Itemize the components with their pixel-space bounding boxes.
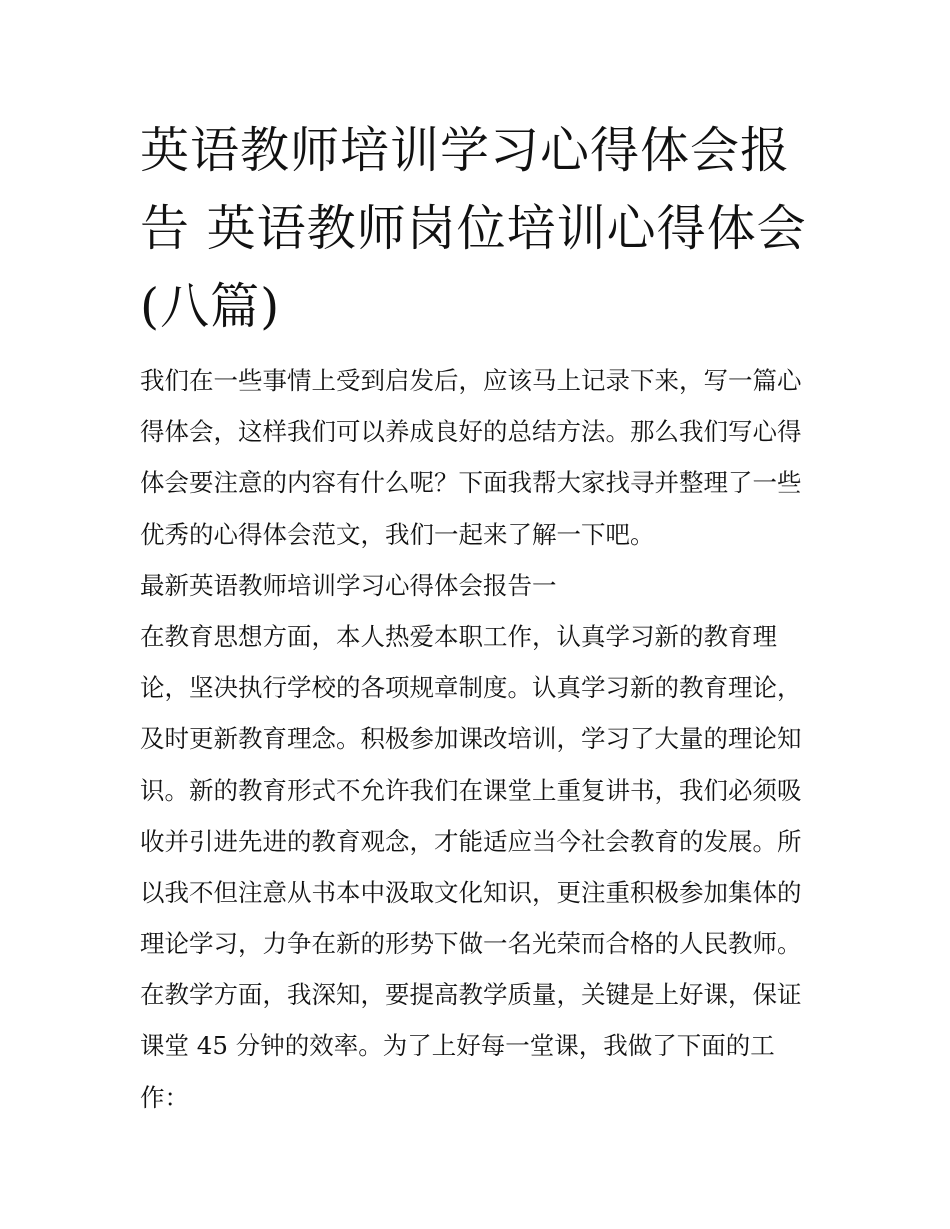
paragraph-line: 识。新的教育形式不允许我们在课堂上重复讲书，我们必须吸 xyxy=(140,775,802,805)
document-body xyxy=(140,355,820,1123)
paragraph-line: 在教育思想方面，本人热爱本职工作，认真学习新的教育理 xyxy=(140,621,777,651)
paragraph-line: 在教学方面，我深知，要提高教学质量，关键是上好课，保证 xyxy=(140,980,802,1010)
title-line: (八篇) xyxy=(140,278,281,335)
section-heading: 最新英语教师培训学习心得体会报告一 xyxy=(140,570,557,600)
paragraph-line: 论，坚决执行学校的各项规章制度。认真学习新的教育理论， xyxy=(140,673,802,703)
paragraph-line: 理论学习，力争在新的形势下做一名光荣而合格的人民教师。 xyxy=(140,929,802,959)
intro-line: 我们在一些事情上受到启发后，应该马上记录下来，写一篇心 xyxy=(140,366,802,395)
intro-line: 体会要注意的内容有什么呢？下面我帮大家找寻并整理了一些 xyxy=(140,468,802,498)
intro-line: 优秀的心得体会范文，我们一起来了解一下吧。 xyxy=(140,519,655,549)
paragraph-line: 课堂 45 分钟的效率。为了上好每一堂课，我做了下面的工 xyxy=(140,1031,775,1061)
title-line: 英语教师培训学习心得体会报 xyxy=(140,122,791,179)
paragraph-line: 作： xyxy=(140,1082,189,1112)
paragraph-line: 收并引进先进的教育观念，才能适应当今社会教育的发展。所 xyxy=(140,826,802,856)
document-title xyxy=(140,112,815,346)
title-line: 告 英语教师岗位培训心得体会 xyxy=(140,200,807,257)
paragraph-line: 及时更新教育理念。积极参加课改培训，学习了大量的理论知 xyxy=(140,724,802,754)
intro-line: 得体会，这样我们可以养成良好的总结方法。那么我们写心得 xyxy=(140,417,802,447)
paragraph-line: 以我不但注意从书本中汲取文化知识，更注重积极参加集体的 xyxy=(140,877,802,907)
